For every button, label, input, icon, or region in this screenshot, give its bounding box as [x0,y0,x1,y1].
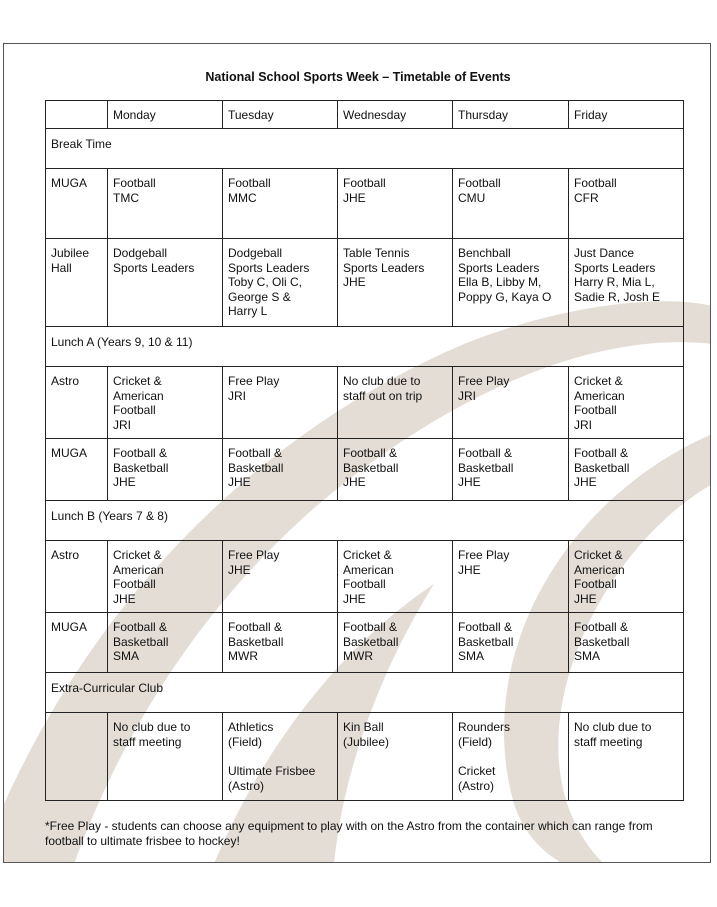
activity-cell [569,439,684,501]
cell-line: Sports Leaders [574,260,656,275]
cell-line: JRI [574,417,592,432]
cell-line: Football & [458,620,513,634]
activity-cell [453,541,569,613]
cell-line: Basketball [458,460,514,475]
cell-line: JRI [458,388,476,403]
venue-cell: Astro [46,367,108,439]
cell-line: JHE [343,591,366,606]
venue-cell: MUGA [46,613,108,673]
cell-line: No club due to [113,720,191,734]
cell-line: JHE [458,562,481,577]
cell-line: Cricket & [574,374,623,388]
activity-cell [223,169,338,239]
venue-cell: MUGA [46,439,108,501]
cell-line: Football & [228,446,283,460]
cell-line: JHE [228,475,251,489]
activity-cell [223,541,338,613]
cell-line: No club due to [574,720,652,734]
cell-line: Football & [574,446,629,460]
section-row [46,673,684,713]
cell-line: MWR [228,649,258,663]
cell-line: Sports Leaders [343,260,425,275]
cell-line: Football & [343,446,398,460]
cell-line: Harry R, Mia L, [574,275,655,289]
activity-cell [108,169,223,239]
activity-cell [108,713,223,801]
venue-cell: Jubilee Hall [46,239,108,327]
cell-line: American [574,562,625,577]
cell-line: JHE [113,591,136,606]
section-label: Lunch A (Years 9, 10 & 11) [46,327,684,367]
table-row [46,439,684,501]
cell-line: JHE [113,475,136,489]
cell-line: SMA [574,649,601,663]
table-row [46,239,684,327]
table-row [46,169,684,239]
cell-line: JHE [574,591,597,606]
header-day-5: Friday [569,101,684,129]
activity-cell [453,713,569,801]
cell-line: Football [113,577,156,591]
cell-line: Dodgeball [113,246,168,260]
cell-line: (Field) [458,734,493,749]
activity-cell [453,439,569,501]
cell-line: American [574,388,625,403]
cell-line: Basketball [343,460,399,475]
cell-line: Basketball [228,634,284,649]
cell-line: Cricket & [113,374,162,388]
cell-line: Kin Ball [343,720,384,734]
header-day-4: Thursday [453,101,569,129]
section-row [46,327,684,367]
activity-cell [223,239,338,327]
cell-line: Football & [228,620,283,634]
activity-cell [223,439,338,501]
venue-cell: MUGA [46,169,108,239]
cell-line: (Jubilee) [343,734,390,749]
cell-line: Football & [113,446,168,460]
cell-line: CMU [458,190,486,205]
cell-line: Toby C, Oli C, [228,275,303,289]
cell-line: staff meeting [113,734,182,749]
activity-cell [338,613,453,673]
cell-line: Sadie R, Josh E [574,289,661,304]
activity-cell [453,239,569,327]
cell-line: American [343,562,394,577]
document-title: National School Sports Week – Timetable of Events [205,70,511,84]
cell-line: JRI [113,417,131,432]
cell-line: Basketball [343,634,399,649]
cell-line: Football & [574,620,629,634]
cell-line: Football [113,176,156,190]
cell-line: Football [574,176,617,190]
activity-cell [453,169,569,239]
cell-line: MWR [343,649,373,663]
table-row [46,613,684,673]
activity-cell [108,239,223,327]
table-row [46,541,684,613]
activity-cell [108,439,223,501]
timetable [45,100,684,801]
section-label: Lunch B (Years 7 & 8) [46,501,684,541]
cell-line: No club due to [343,374,421,388]
table-row [46,713,684,801]
cell-line: Harry L [228,304,268,318]
venue-cell: Astro [46,541,108,613]
activity-cell [569,613,684,673]
cell-line: JRI [228,388,246,403]
header-day-1: Monday [108,101,223,129]
cell-line: Cricket & [343,548,392,562]
cell-line: Basketball [113,460,169,475]
cell-line: Cricket [458,764,496,778]
activity-cell [453,367,569,439]
activity-cell [569,367,684,439]
activity-cell [338,541,453,613]
cell-line: Football & [343,620,398,634]
cell-line: Football & [458,446,513,460]
activity-cell [338,169,453,239]
activity-cell [338,713,453,801]
cell-line: Cricket & [574,548,623,562]
cell-line: JHE [458,475,481,489]
activity-cell [569,541,684,613]
activity-cell [108,367,223,439]
cell-line: Free Play [228,374,280,388]
cell-line: Football [228,176,271,190]
cell-line: Basketball [458,634,514,649]
header-corner-cell [46,101,108,129]
cell-line: SMA [458,649,485,663]
cell-line: Ella B, Libby M, [458,275,542,289]
table-row [46,367,684,439]
section-row [46,129,684,169]
cell-line: JHE [343,190,366,205]
activity-cell [108,541,223,613]
cell-line: CFR [574,190,599,205]
section-row [46,501,684,541]
activity-cell [338,367,453,439]
cell-line: JHE [343,475,366,489]
cell-line: Football [574,403,617,417]
cell-line: Just Dance [574,246,635,260]
cell-line: American [113,562,164,577]
cell-line: Basketball [574,634,630,649]
cell-line: Free Play [228,548,280,562]
activity-cell [108,613,223,673]
cell-spacer [228,749,332,764]
section-label: Extra-Curricular Club [46,673,684,713]
cell-line: Table Tennis [343,246,410,260]
header-row [46,101,684,129]
cell-line: Free Play [458,548,510,562]
cell-line: Athletics [228,720,274,734]
cell-line: Ultimate Frisbee [228,764,316,778]
section-label: Break Time [46,129,684,169]
cell-line: JHE [228,562,251,577]
cell-line: Rounders [458,720,511,734]
cell-line: JHE [343,275,366,289]
header-day-3: Wednesday [338,101,453,129]
activity-cell [223,367,338,439]
cell-line: (Astro) [458,778,494,793]
activity-cell [338,439,453,501]
cell-line: Free Play [458,374,510,388]
cell-line: Poppy G, Kaya O [458,289,552,304]
activity-cell [223,713,338,801]
cell-line: Football [113,403,156,417]
cell-line: Football [343,176,386,190]
cell-line: (Field) [228,734,263,749]
activity-cell [453,613,569,673]
cell-line: Sports Leaders [113,260,195,275]
cell-line: Dodgeball [228,246,283,260]
cell-line: Football & [113,620,168,634]
cell-line: Basketball [574,460,630,475]
cell-line: Football [574,577,617,591]
cell-line: JHE [574,475,597,489]
cell-line: Basketball [113,634,169,649]
venue-cell [46,713,108,801]
document-page [3,43,711,863]
cell-line: Sports Leaders [228,260,310,275]
activity-cell [569,713,684,801]
cell-line: Sports Leaders [458,260,540,275]
cell-line: Basketball [228,460,284,475]
cell-line: George S & [228,289,291,304]
cell-line: Football [458,176,501,190]
cell-line: MMC [228,190,257,205]
activity-cell [569,239,684,327]
cell-line: SMA [113,649,140,663]
cell-spacer [458,749,563,764]
cell-line: Benchball [458,246,511,260]
cell-line: TMC [113,190,139,205]
header-day-2: Tuesday [223,101,338,129]
footnote: *Free Play - students can choose any equipment to play with on the Astro from the container which can range from football to ultimate frisbee to hockey! [45,819,653,848]
cell-line: Cricket & [113,548,162,562]
cell-line: Football [343,577,386,591]
activity-cell [338,239,453,327]
activity-cell [223,613,338,673]
activity-cell [569,169,684,239]
cell-line: (Astro) [228,778,264,793]
cell-line: staff meeting [574,734,643,749]
cell-line: staff out on trip [343,388,423,403]
cell-line: American [113,388,164,403]
